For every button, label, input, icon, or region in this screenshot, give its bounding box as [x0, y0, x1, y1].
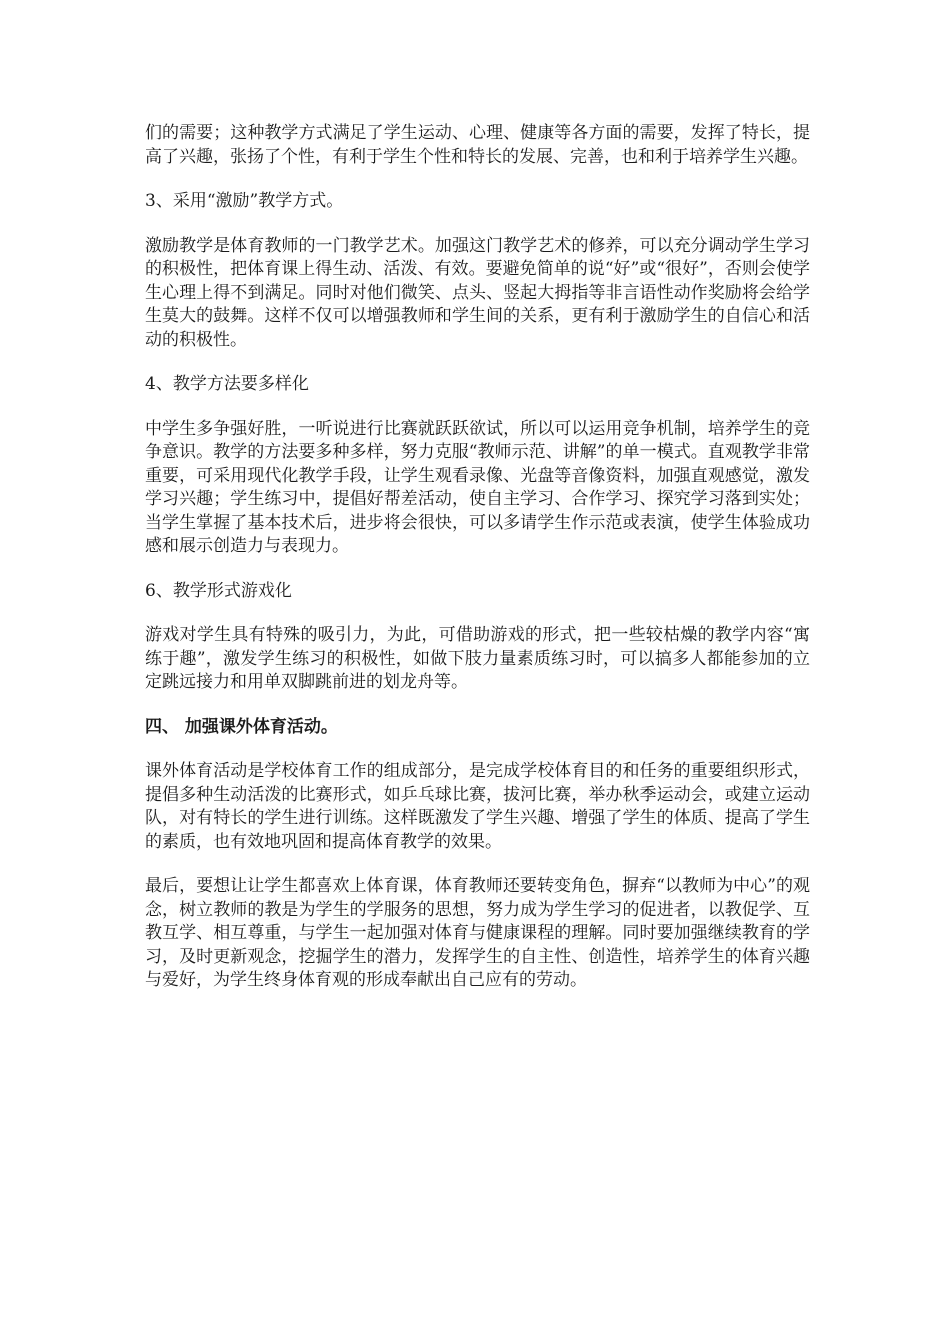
paragraph-game-teaching: 游戏对学生具有特殊的吸引力，为此，可借助游戏的形式，把一些较枯燥的教学内容“寓练于趣”，激发学生练习的积极性，如做下肢力量素质练习时，可以搞多人都能参加的立定跳远接力和用单双脚跳前进的划龙舟等。 — [145, 625, 810, 692]
section-heading-3: 3、采用“激励”教学方式。 — [145, 191, 344, 211]
paragraph-extracurricular: 课外体育活动是学校体育工作的组成部分，是完成学校体育目的和任务的重要组织形式，提倡多种生动活泼的比赛形式，如乒乓球比赛，拔河比赛，举办秋季运动会，或建立运动队，对有特长的学生进行训练。这样既激发了学生兴趣、增强了学生的体质、提高了学生的素质，也有效地巩固和提高体育教学的效果。 — [145, 761, 810, 852]
section-heading-4: 4、教学方法要多样化 — [145, 374, 309, 394]
section-heading-6: 6、教学形式游戏化 — [145, 580, 292, 601]
document-page — [145, 122, 810, 1014]
paragraph-diverse-methods: 中学生多争强好胜，一听说进行比赛就跃跃欲试，所以可以运用竞争机制，培养学生的竞争意识。教学的方法要多种多样，努力克服“教师示范、讲解”的单一模式。直观教学非常重要，可采用现代化教学手段，让学生观看录像、光盘等音像资料，加强直观感觉，激发学习兴趣；学生练习中，提倡好帮差活动，使自主学习、合作学习、探究学习落到实处；当学生掌握了基本技术后，进步将会很快，可以多请学生作示范或表演，使学生体验成功感和展示创造力与表现力。 — [145, 418, 810, 556]
paragraph-continuation: 们的需要；这种教学方式满足了学生运动、心理、健康等各方面的需要，发挥了特长，提高了兴趣，张扬了个性，有利于学生个性和特长的发展、完善，也和利于培养学生兴趣。 — [145, 123, 810, 167]
section-heading-four: 四、 加强课外体育活动。 — [145, 716, 338, 737]
paragraph-incentive-teaching: 激励教学是体育教师的一门教学艺术。加强这门教学艺术的修养，可以充分调动学生学习的积极性，把体育课上得生动、活泼、有效。要避免简单的说“好”或“很好”，否则会使学生心理上得不到满足。同时对他们微笑、点头、竖起大拇指等非言语性动作奖励将会给学生莫大的鼓舞。这样不仅可以增强教师和学生间的关系，更有利于激励学生的自信心和活动的积极性。 — [145, 235, 810, 350]
paragraph-conclusion: 最后，要想让让学生都喜欢上体育课，体育教师还要转变角色，摒弃“以教师为中心”的观念，树立教师的教是为学生的学服务的思想，努力成为学生学习的促进者，以教促学、互教互学、相互尊重，与学生一起加强对体育与健康课程的理解。同时要加强继续教育的学习，及时更新观念，挖掘学生的潜力，发挥学生的自主性、创造性，培养学生的体育兴趣与爱好，为学生终身体育观的形成奉献出自己应有的劳动。 — [145, 876, 810, 990]
